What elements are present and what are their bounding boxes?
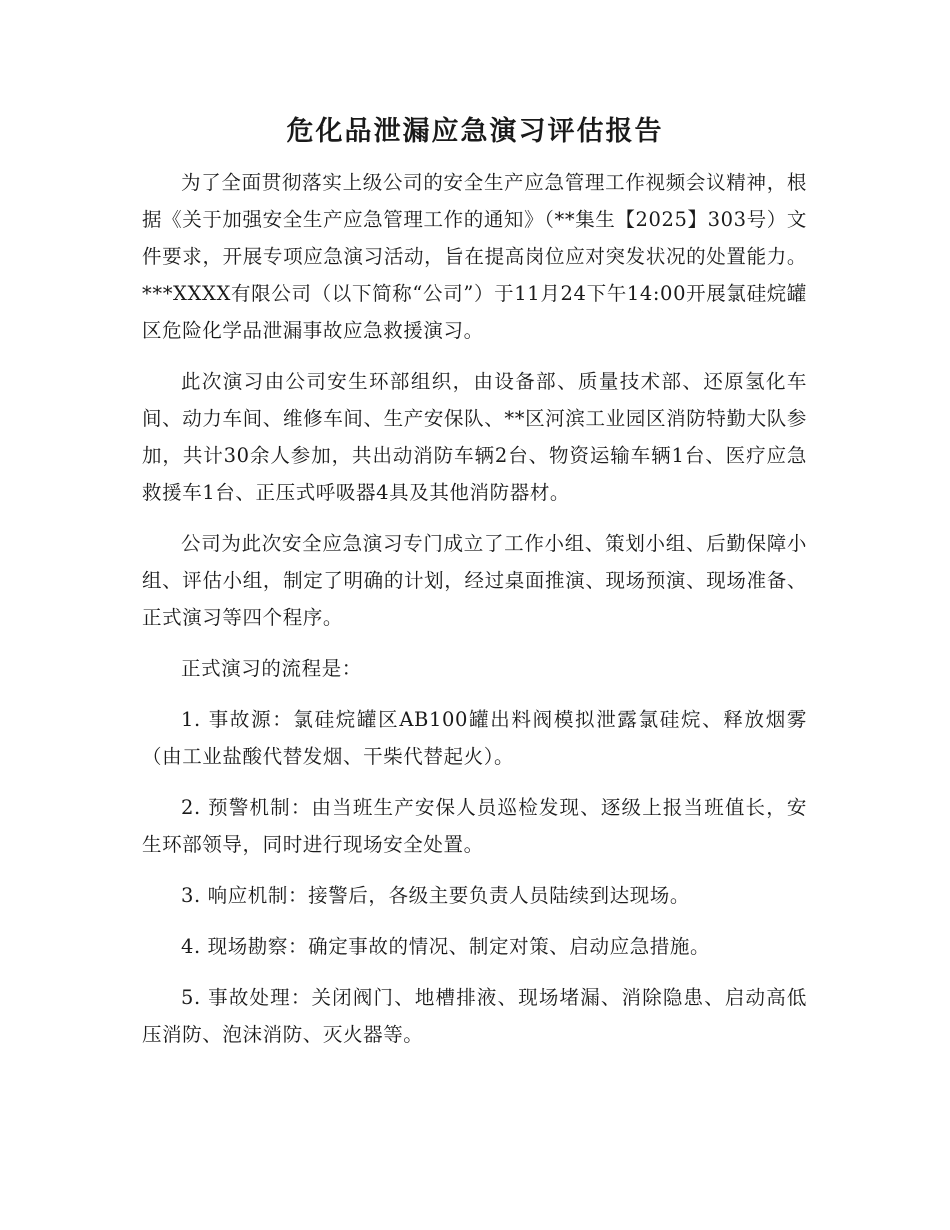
list-item-accident-source: 1. 事故源：氯硅烷罐区AB100罐出料阀模拟泄露氯硅烷、释放烟雾（由工业盐酸代替发烟、干柴代替起火）。 [142,708,807,768]
document-body [142,164,807,1053]
document-title: 危化品泄漏应急演习评估报告 [286,116,664,147]
list-item-warning-mechanism: 2. 预警机制：由当班生产安保人员巡检发现、逐级上报当班值长，安生环部领导，同时进行现场安全处置。 [142,796,807,856]
list-item-response-mechanism: 3. 响应机制：接警后，各级主要负责人员陆续到达现场。 [181,884,691,907]
paragraph-intro: 为了全面贯彻落实上级公司的安全生产应急管理工作视频会议精神，根据《关于加强安全生产应急管理工作的通知》（**集生【2025】303号）文件要求，开展专项应急演习活动，旨在提高岗位应对突发状况的处置能力。***XXXX有限公司（以下简称“公司”）于11月24下午14:00开展氯硅烷罐区危险化学品泄漏事故应急救援演习。 [142,171,807,342]
list-item-accident-handling: 5. 事故处理：关闭阀门、地槽排液、现场堵漏、消除隐患、启动高低压消防、泡沫消防、灭火器等。 [142,986,807,1046]
paragraph-participants: 此次演习由公司安生环部组织，由设备部、质量技术部、还原氢化车间、动力车间、维修车间、生产安保队、**区河滨工业园区消防特勤大队参加，共计30余人参加，共出动消防车辆2台、物资运输车辆1台、医疗应急救援车1台、正压式呼吸器4具及其他消防器材。 [142,370,807,504]
paragraph-process-heading: 正式演习的流程是： [181,657,362,680]
list-item-site-survey: 4. 现场勘察：确定事故的情况、制定对策、启动应急措施。 [181,935,711,958]
paragraph-organization: 公司为此次安全应急演习专门成立了工作小组、策划小组、后勤保障小组、评估小组，制定了明确的计划，经过桌面推演、现场预演、现场准备、正式演习等四个程序。 [142,532,807,629]
